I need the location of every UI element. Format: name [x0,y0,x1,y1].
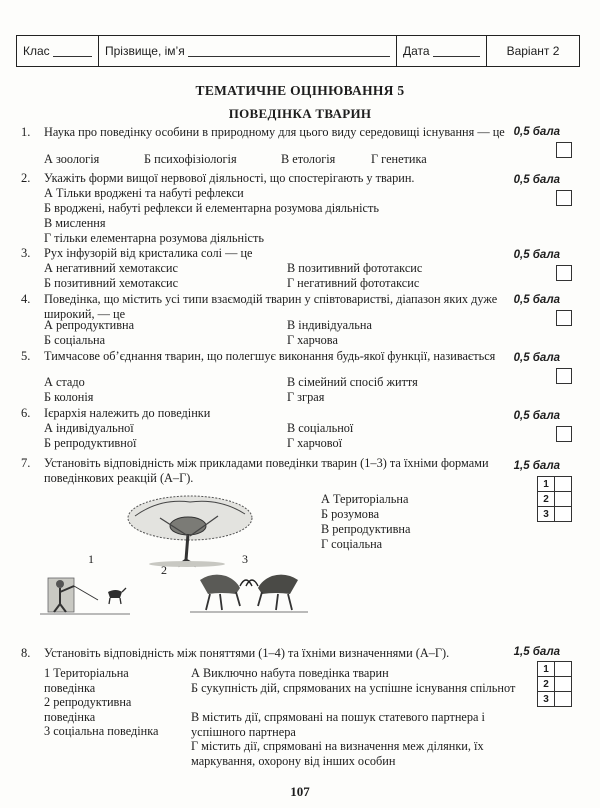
grid-answer-cell[interactable] [555,662,572,677]
definition-item: Г містить дії, спрямовані на визначення меж ділянки, їх маркування, охорону від інших особин [191,739,484,768]
grid-row-number: 2 [538,677,555,692]
hunter-fox-icon [40,578,130,614]
grid-row-number: 1 [538,477,555,492]
matching-grid [537,476,572,522]
points-label: 0,5 бала [513,294,560,306]
question-number: 8. [21,646,31,660]
date-field[interactable]: Дата [397,36,487,66]
grid-answer-cell[interactable] [555,492,572,507]
definition-item: Б сукупність дій, спрямованих на успішне існування спільнот [191,681,516,695]
matching-grid [537,661,572,707]
answer-box[interactable] [556,310,572,326]
question-text: Ієрархія належить до поведінки [44,406,211,420]
image-label: 3 [242,552,248,566]
question-text: Установіть відповідність між прикладами поведінки тварин (1–3) та їхніми формами поведінкових реакцій (А–Г). [44,456,489,485]
answer-option: В соціальної [287,421,354,435]
answer-option: Г тільки елементарна розумова діяльність [44,231,264,245]
points-label: 0,5 бала [513,249,560,261]
page-title: ТЕМАТИЧНЕ ОЦІНЮВАННЯ 5 [195,83,405,98]
answer-option: Г негативний фототаксис [287,276,420,290]
answer-box[interactable] [556,426,572,442]
question-number: 7. [21,456,31,470]
answer-option: Г соціальна [321,537,383,551]
answer-option: А Тільки вроджені та набуті рефлекси [44,186,244,200]
answer-option: Г зграя [287,390,325,404]
student-info-header [16,35,580,67]
answer-option: В позитивний фототаксис [287,261,423,275]
concept-item: 3 соціальна поведінка [44,724,159,738]
grid-row-number: 3 [538,692,555,707]
question-number: 2. [21,171,31,185]
grid-row-number: 2 [538,492,555,507]
question-number: 5. [21,349,31,363]
concept-item: 2 репродуктивна поведінка [44,695,132,724]
answer-option: Г харчової [287,436,343,450]
points-label: 0,5 бала [513,174,560,186]
question-number: 6. [21,406,31,420]
answer-option: Г харчова [287,333,338,347]
answer-option: Б репродуктивної [44,436,137,450]
answer-option: А репродуктивна [44,318,135,332]
answer-option: Г генетика [371,152,427,166]
answer-option: В репродуктивна [321,522,411,536]
variant-label: Варіант 2 [506,44,560,58]
answer-option: А індивідуальної [44,421,134,435]
points-label: 0,5 бала [513,410,560,422]
answer-option: А Територіальна [321,492,409,506]
question-number: 4. [21,292,31,306]
question-text: Укажіть форми вищої нервової діяльності, що спостерігають у тварин. [44,171,415,185]
answer-option: В етологія [281,152,336,166]
grid-answer-cell[interactable] [555,477,572,492]
question-text: Тимчасове об’єднання тварин, що полегшує виконання будь-якої функції, називається [44,349,496,363]
points-label: 1,5 бала [513,646,560,658]
answer-option: А стадо [44,375,85,389]
question-text: Рух інфузорій від кристалика солі — це [44,246,253,260]
answer-option: В мислення [44,216,106,230]
points-label: 1,5 бала [513,460,560,472]
image-label: 1 [88,552,94,566]
answer-option: А зоологія [44,152,100,166]
answer-option: Б колонія [44,390,94,404]
name-field[interactable]: Прізвище, ім’я [99,36,397,66]
answer-option: Б позитивний хемотаксис [44,276,179,290]
grid-answer-cell[interactable] [555,507,572,522]
points-label: 0,5 бала [513,352,560,364]
page-number: 107 [290,784,310,799]
answer-box[interactable] [556,190,572,206]
grid-row-number: 3 [538,507,555,522]
grid-answer-cell[interactable] [555,677,572,692]
question-number: 1. [21,125,31,139]
page-subtitle: ПОВЕДІНКА ТВАРИН [228,106,372,121]
question-number: 3. [21,246,31,260]
grid-answer-cell[interactable] [555,692,572,707]
question-text: Установіть відповідність між поняттями (1–4) та їхніми визначеннями (А–Г). [44,646,450,660]
class-field[interactable]: Клас [17,36,99,66]
answer-box[interactable] [556,142,572,158]
answer-option: Б вроджені, набуті рефлекси й елементарна розумова діяльність [44,201,379,215]
concept-item: 1 Територіальна поведінка [44,666,129,695]
answer-option: Б психофізіологія [144,152,237,166]
answer-box[interactable] [556,368,572,384]
behavior-illustrations [40,488,310,618]
answer-box[interactable] [556,265,572,281]
question-text: Наука про поведінку особини в природному для цього виду середовищі існування — це [44,125,505,139]
answer-option: А негативний хемотаксис [44,261,178,275]
grid-row-number: 1 [538,662,555,677]
answer-option: В сімейний спосіб життя [287,375,418,389]
tree-nest-icon [128,496,252,567]
answer-option: В індивідуальна [287,318,372,332]
answer-option: Б соціальна [44,333,106,347]
definition-item: В містить дії, спрямовані на пошук статевого партнера і успішного партнера [191,710,485,739]
points-label: 0,5 бала [513,126,560,138]
fighting-antelopes-icon [190,575,308,612]
question-text: Поведінка, що містить усі типи взаємодій тварин у співтоваристві, діапазон яких дуже широкий, — це [44,292,498,321]
definition-item: А Виключно набута поведінка тварин [191,666,389,680]
answer-option: Б розумова [321,507,380,521]
image-label: 2 [161,563,167,577]
